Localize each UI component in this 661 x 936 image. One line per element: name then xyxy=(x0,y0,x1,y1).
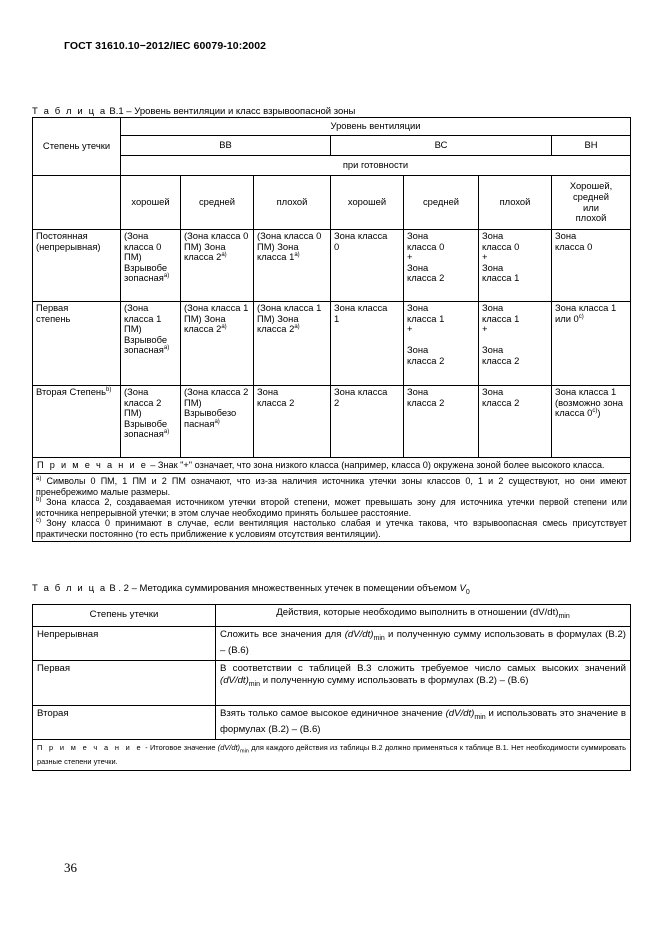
zone-cell: Зона класса 0 xyxy=(552,230,631,302)
zone-cell: (Зона класса 2 ПМ) Взрывобезо пасная$^{a)}$ xyxy=(181,386,254,458)
group-header-vv: ВВ xyxy=(121,136,331,156)
leak-degree-header: Степень утечки xyxy=(33,605,216,627)
zone-cell: Зона класса 2 xyxy=(404,386,479,458)
sub-header: Хорошей, средней или плохой xyxy=(552,176,631,230)
zone-cell: Зона класса 2 xyxy=(254,386,331,458)
zone-cell: (Зона класса 1 ПМ) Зона класса 2$^{a)}$ xyxy=(254,302,331,386)
zone-cell: Зона класса 1 xyxy=(331,302,404,386)
table-row xyxy=(33,302,631,386)
row-label: Первая xyxy=(33,660,216,705)
table1-caption-label: Т а б л и ц а xyxy=(32,106,107,117)
zone-cell: (Зона класса 1 ПМ) Зона класса 2$^{a)}$ xyxy=(181,302,254,386)
table1-footnotes xyxy=(33,474,631,542)
group-header-vn: ВН xyxy=(552,136,631,156)
zone-cell: Зона класса 0 + Зона класса 2 xyxy=(404,230,479,302)
zone-cell: Зона класса 1 (возможно зона класса 0$^{c)}$) xyxy=(552,386,631,458)
sub-header: средней xyxy=(404,176,479,230)
row-label: Первая степень xyxy=(33,302,121,386)
table1-caption xyxy=(32,106,355,117)
row-label: Вторая Степень$^{b)}$ xyxy=(33,386,121,458)
action-header: Действия, которые необходимо выполнить в отношении $(dV/dt)_{min}$ xyxy=(216,605,631,627)
page-number: 36 xyxy=(64,860,77,875)
table1-note: П р и м е ч а н и е – Знак "+" означает, что зона низкого класса (например, класса 0) окружена зоной более высокого класса. xyxy=(33,458,631,474)
table1-caption-text: В.1 – Уровень вентиляции и класс взрывоопасной зоны xyxy=(106,106,356,117)
ventilation-zone-table xyxy=(32,117,631,542)
zone-cell: Зона класса 2 xyxy=(479,386,552,458)
row-label: Постоянная (непрерывная) xyxy=(33,230,121,302)
row-label: Непрерывная xyxy=(33,627,216,661)
footnote: $^{b)}$ Зона класса 2, создаваемая источником утечки второй степени, может превышать зону для источника утечки первой степени или источника непрерывной утечки; в этом случае необходимо принять большее расстояние. xyxy=(36,497,627,518)
vent-level-header: Уровень вентиляции xyxy=(121,118,631,136)
table-row xyxy=(33,386,631,458)
action-cell: Взять только самое высокое единичное значение $(dV/dt)_{min}$ и использовать это значение в формулах (В.2) – (В.6) xyxy=(216,705,631,739)
zone-cell: Зона класса 1 или 0$^{c)}$ xyxy=(552,302,631,386)
zone-cell: Зона класса 1 + Зона класса 2 xyxy=(479,302,552,386)
action-cell: Сложить все значения для $(dV/dt)_{min}$ и полученную сумму использовать в формулах (В.2) – (В.6) xyxy=(216,627,631,661)
zone-cell: Зона класса 1 + Зона класса 2 xyxy=(404,302,479,386)
table-row xyxy=(33,627,631,661)
zone-cell: Зона класса 2 xyxy=(331,386,404,458)
zone-cell: (Зона класса 2 ПМ) Взрывобе зопасная$^{a)}$ xyxy=(121,386,181,458)
table-row xyxy=(33,705,631,739)
leak-degree-header: Степень утечки xyxy=(33,118,121,176)
readiness-header: при готовности xyxy=(121,156,631,176)
table-row xyxy=(33,230,631,302)
zone-cell: (Зона класса 0 ПМ) Взрывобе зопасная$^{a)}$ xyxy=(121,230,181,302)
zone-cell: (Зона класса 0 ПМ) Зона класса 1$^{a)}$ xyxy=(254,230,331,302)
document-header: ГОСТ 31610.10−2012/IEC 60079-10:2002 xyxy=(64,40,267,52)
sub-header: хорошей xyxy=(121,176,181,230)
zone-cell: (Зона класса 0 ПМ) Зона класса 2$^{a)}$ xyxy=(181,230,254,302)
footnote: $^{а)}$ Символы 0 ПМ, 1 ПМ и 2 ПМ означают, что из-за наличия источника утечки зоны классов 0, 1 и 2 существуют, но они имеют пренебрежимо малые размеры. xyxy=(36,476,627,497)
table-row xyxy=(33,660,631,705)
zone-cell: Зона класса 0 + Зона класса 1 xyxy=(479,230,552,302)
sub-header: средней xyxy=(181,176,254,230)
table2-caption: Т а б л и ц а В . 2 – Методика суммирования множественных утечек в помещении объемом $V_0$ xyxy=(32,583,470,596)
leak-summation-table xyxy=(32,604,631,771)
footnote: $^{c)}$ Зону класса 0 принимают в случае, если вентиляция настолько слабая и утечка такова, что взрывоопасная смесь присутствует практически постоянно (то есть приближение к условиям отсутствия вентиляции). xyxy=(36,518,627,539)
sub-header: плохой xyxy=(479,176,552,230)
empty-header-cell xyxy=(33,176,121,230)
sub-header: плохой xyxy=(254,176,331,230)
sub-header: хорошей xyxy=(331,176,404,230)
table2-note: П р и м е ч а н и е - Итоговое значение $(dV/dt)_{min}$ для каждого действия из таблицы В.2 должно применяться к таблице В.1. Нет необходимости суммировать разные степени утечки. xyxy=(33,739,631,770)
group-header-vs: ВС xyxy=(331,136,552,156)
row-label: Вторая xyxy=(33,705,216,739)
action-cell: В соответствии с таблицей В.3 сложить требуемое число самых высоких значений $(dV/dt)_{min}$ и полученную сумму использовать в формулах (В.2) – (В.6) xyxy=(216,660,631,705)
zone-cell: (Зона класса 1 ПМ) Взрывобе зопасная$^{a)}$ xyxy=(121,302,181,386)
zone-cell: Зона класса 0 xyxy=(331,230,404,302)
